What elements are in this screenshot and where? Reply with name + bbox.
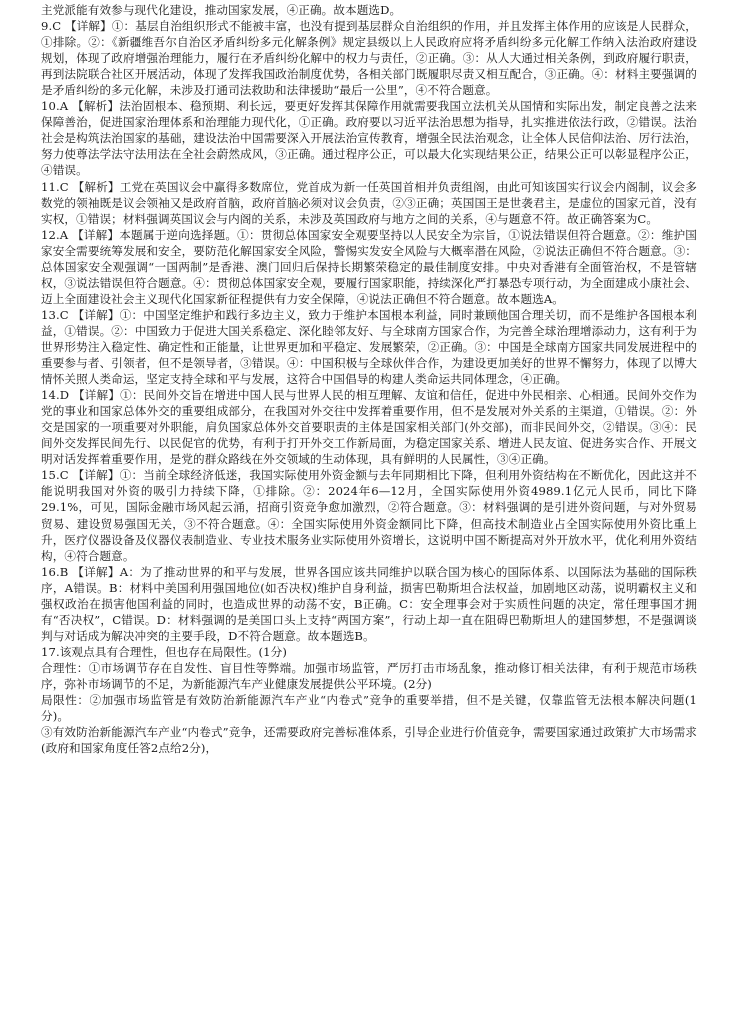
answer-12: 12.A 【详解】本题属于逆向选择题。①：贯彻总体国家安全观要坚持以人民安全为宗旨，①说法错误但符合题意。②：维护国家安全需要统筹发展和安全，要防范化解国家安全风险，警惕实发安全风险与大概率潜在风险，②说法正确但不符合题意。③：总体国家安全观强调“一国两制”是香港、澳门回归后保持长期繁荣稳定的最佳制度安排。中央对香港有全面管治权，不是管辖权，③说法错误但符合题意。④：贯彻总体国家安全观，要履行国家职能，持续深化严打暴恐专项行动，为全面建成小康社会、迈上全面建设社会主义现代化国家新征程提供有力安全保障，④说法正确但不符合题意。故本题选A。 — [41, 227, 697, 306]
paragraph-8d-ending: 主党派能有效参与现代化建设，推动国家发展，④正确。故本题选D。 — [41, 3, 402, 17]
answer-17-rationality: 合理性：①市场调节存在自发性、盲目性等弊端。加强市场监管，严厉打击市场乱象，推动修订相关法律，有利于规范市场秩序，弥补市场调节的不足，为新能源汽车产业健康发展提供公平环境。(2分) — [41, 660, 697, 691]
answer-14: 14.D 【详解】①：民间外交旨在增进中国人民与世界人民的相互理解、友谊和信任，促进中外民相亲、心相通。民间外交作为党的事业和国家总体外交的重要组成部分，在我国对外交往中发挥着重要作用，但不是发展对外关系的主渠道，①错误。②：外交是国家的一项重要对外职能，肩负国家总体外交首要职责的主体是国家相关部门(外交部)，而非民间外交，②错误。③④：民间外交发挥民间先行、以民促官的优势，有利于打开外交工作新局面，为稳定国家关系、增进人民友谊、促进务实合作、开展文明对话发挥着重要作用，是党的群众路线在外交领域的生动体现，具有鲜明的人民属性，③④正确。 — [41, 388, 697, 467]
answer-11: 11.C 【解析】工党在英国议会中赢得多数席位，党首成为新一任英国首相并负责组阁，由此可知该国实行议会内阁制，议会多数党的领袖既是议会领袖又是政府首脑，政府首脑必须对议会负责，②③正确；英国国王是世袭君主，是虚位的国家元首，没有实权，①错误；材料强调英国议会与内阁的关系，未涉及英国政府与地方之间的关系，④与题意不符。故正确答案为C。 — [41, 179, 697, 226]
answer-17-intro: 17.该观点具有合理性，但也存在局限性。(1分) — [41, 644, 287, 659]
answer-17-limitation: 局限性：②加强市场监管是有效防治新能源汽车产业“内卷式”竞争的重要举措，但不是关键，仅靠监管无法根本解决问题(1分)。 — [41, 693, 697, 724]
answer-10: 10.A 【解析】法治固根本、稳预期、利长远，要更好发挥其保障作用就需要我国立法机关从国情和实际出发，制定良善之法来保障善治，促进国家治理体系和治理能力现代化，①正确。政府要以习近平法治思想为指导，扎实推进依法行政，②错误。法治社会是构筑法治国家的基础，建设法治中国需要深入开展法治宣传教育，增强全民法治观念，让全体人民信仰法治、厉行法治，努力使尊法学法守法用法在全社会蔚然成风，③正确。通过程序公正，可以最大化实现结果公正，结果公正可以彰显程序公正，④错误。 — [41, 99, 697, 178]
answer-13: 13.C 【详解】①：中国坚定维护和践行多边主义，致力于维护本国根本利益，同时兼顾他国合理关切，而不是维护各国根本利益，①错误。②：中国致力于促进大国关系稳定、深化睦邻友好、与全球南方国家合作，为完善全球治理增添动力，这有利于为世界形势注入稳定性、确定性和正能量，让世界更加和平稳定、发展繁荣，②正确。③：中国是全球南方国家共同发展进程中的重要参与者、引领者，但不是领导者，③错误。④：中国积极与全球伙伴合作，为建设更加美好的世界不懈努力，体现了以博大情怀关照人类命运，坚定支持全球和平与发展，这符合中国倡导的构建人类命运共同体理念，④正确。 — [41, 307, 697, 387]
answer-9: 9.C 【详解】①：基层自治组织形式不能被丰富，也没有提到基层群众自治组织的作用，并且发挥主体作用的应该是人民群众，①排除。②：《新疆维吾尔自治区矛盾纠纷多元化解条例》规定县级以上人民政府应将矛盾纠纷多元化解工作纳入法治政府建设规划，体现了政府增强治理能力，履行在矛盾纠纷化解中的权力与责任，②正确。③：从人大通过相关条例，到政府履行职责，再到法院联合社区开展活动，体现了发挥我国政治制度优势，各相关部门既履职尽责又相互配合，③正确。④：材料主要强调的是矛盾纠纷的多元化解，未涉及打通司法救助和法律援助“最后一公里”，④不符合题意。 — [41, 19, 697, 98]
answer-15: 15.C 【详解】①：当前全球经济低迷，我国实际使用外资金额与去年同期相比下降，但利用外资结构在不断优化，因此这并不能说明我国对外资的吸引力持续下降，①排除。②：2024年6—12月，全国实际使用外资4989.1亿元人民币，同比下降29.1%，可见，国际金融市场风起云涌，招商引资竞争愈加激烈，②符合题意。③：材料强调的是引进外资问题，与对外贸易贸易、建设贸易强国无关，③不符合题意。④：全国实际使用外资金额同比下降，但高技术制造业占全国实际使用外资比重上升，医疗仪器设备及仪器仪表制造业、专业技术服务业实际使用外资增长，这说明中国不断提高对外开放水平，优化利用外资结构，④符合题意。 — [41, 468, 697, 563]
answer-17-point-3: ③有效防治新能源汽车产业“内卷式”竞争，还需要政府完善标准体系，引导企业进行价值竞争，需要国家通过政策扩大市场需求(政府和国家角度任答2点给2分)， — [41, 725, 697, 756]
answer-16: 16.B 【详解】A：为了推动世界的和平与发展，世界各国应该共同维护以联合国为核心的国际体系、以国际法为基础的国际秩序，A错误。B：材料中美国利用强国地位(如否决权)维护自身利益，损害巴勒斯坦合法权益，加剧地区动荡，说明霸权主义和强权政治在损害他国利益的同时，也造成世界的动荡不安，B正确。C：安全理事会对于实质性问题的决定，常任理事国才拥有“否决权”，C错误。D：材料强调的是美国口头上支持“两国方案”，行动上却一直在阻碍巴勒斯坦人的建国梦想，不是强调谈判与对话成为解决冲突的主要手段，D不符合题意。故本题选B。 — [41, 564, 697, 643]
